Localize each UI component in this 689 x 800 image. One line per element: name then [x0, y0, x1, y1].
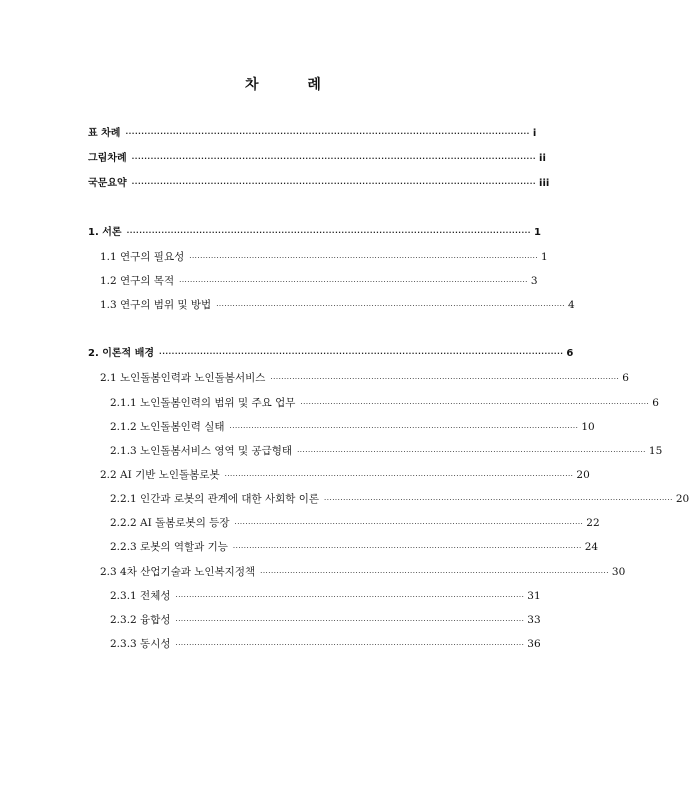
toc-entry-page: 20 [576, 469, 590, 481]
dot-leader: ································································································································ [131, 155, 537, 163]
dot-leader: ································································································································ [260, 569, 609, 577]
toc-entry-label: 1. 서론 [88, 227, 122, 238]
toc-entry-page: 20 [675, 493, 689, 505]
toc-entry-label: 2.3.1 전체성 [110, 590, 171, 602]
dot-leader: ································································································································ [126, 229, 531, 237]
toc-entry-1-1[interactable] [100, 249, 548, 265]
toc-entry-label: 표 차례 [88, 128, 121, 139]
toc-entry-1-3[interactable] [100, 297, 575, 313]
toc-entry-label: 1.1 연구의 필요성 [100, 251, 185, 263]
toc-entry-label: 1.2 연구의 목적 [100, 275, 175, 287]
toc-entry-page: 22 [586, 517, 600, 529]
toc-entry-page: 10 [581, 421, 595, 433]
toc-entry-2-3[interactable] [100, 564, 626, 580]
toc-entry-page: 24 [584, 541, 599, 553]
toc-entry-page: 31 [527, 590, 541, 602]
toc-entry-page: 6 [622, 372, 629, 384]
dot-leader: ································································································································ [125, 130, 530, 138]
toc-entry-page: 6 [566, 348, 574, 359]
toc-entry-label: 2.1 노인돌봄인력과 노인돌봄서비스 [100, 372, 266, 384]
dot-leader: ································································································································ [175, 617, 525, 625]
toc-entry-label: 2.3.2 융합성 [110, 614, 171, 626]
toc-entry-2-2[interactable] [100, 467, 590, 483]
dot-leader: ································································································································ [324, 496, 673, 504]
dot-leader: ································································································································ [216, 302, 566, 310]
toc-entry-2-1-3[interactable] [110, 443, 663, 459]
toc-entry-page: 4 [568, 299, 575, 311]
dot-leader: ································································································································ [234, 520, 584, 528]
toc-entry-page: 30 [611, 566, 626, 578]
toc-entry-2-3-3[interactable] [110, 636, 541, 652]
toc-entry-label: 2.2 AI 기반 노인돌봄로봇 [100, 469, 220, 481]
toc-entry-label: 2.3.3 동시성 [110, 638, 171, 650]
toc-entry-list-of-figures[interactable] [88, 151, 546, 167]
toc-entry-2-1[interactable] [100, 370, 629, 386]
toc-entry-page: 6 [652, 397, 659, 409]
toc-entry-2-1-2[interactable] [110, 419, 595, 435]
toc-entry-label: 2.1.3 노인돌봄서비스 영역 및 공급형태 [110, 445, 293, 457]
dot-leader: ································································································································ [131, 180, 537, 188]
toc-entry-chapter-2[interactable] [88, 346, 574, 362]
toc-entry-label: 2.3 4차 산업기술과 노인복지정책 [100, 566, 256, 578]
toc-entry-2-2-1[interactable] [110, 491, 689, 507]
toc-entry-korean-abstract[interactable] [88, 176, 550, 192]
toc-entry-label: 2.2.2 AI 돌봄로봇의 등장 [110, 517, 230, 529]
toc-entry-label: 2.2.3 로봇의 역할과 기능 [110, 541, 228, 553]
toc-entry-chapter-1[interactable] [88, 225, 541, 241]
dot-leader: ································································································································ [297, 448, 646, 456]
toc-entry-label: 국문요약 [88, 178, 127, 189]
toc-entry-page: 36 [527, 638, 541, 650]
dot-leader: ································································································································ [189, 254, 539, 262]
dot-leader: ································································································································ [179, 278, 528, 286]
toc-entry-2-2-2[interactable] [110, 515, 600, 531]
toc-entry-page: 3 [530, 275, 538, 287]
toc-entry-1-2[interactable] [100, 273, 538, 289]
toc-entry-label: 그림차례 [88, 153, 127, 164]
toc-entry-2-3-2[interactable] [110, 612, 541, 628]
dot-leader: ································································································································ [159, 350, 564, 358]
toc-entry-label: 2.1.2 노인돌봄인력 실태 [110, 421, 225, 433]
toc-entry-page: 15 [648, 445, 663, 457]
toc-entry-label: 2.2.1 인간과 로봇의 관계에 대한 사회학 이론 [110, 493, 320, 505]
toc-entry-2-1-1[interactable] [110, 395, 659, 411]
toc-entry-page: 1 [541, 251, 548, 263]
toc-entry-page: ii [539, 153, 546, 164]
dot-leader: ································································································································ [270, 375, 620, 383]
dot-leader: ································································································································ [175, 593, 525, 601]
toc-entry-page: 1 [533, 227, 541, 238]
dot-leader: ································································································································ [232, 544, 582, 552]
dot-leader: ································································································································ [175, 641, 525, 649]
toc-entry-2-3-1[interactable] [110, 588, 541, 604]
toc-entry-page: 33 [527, 614, 541, 626]
toc-entry-page: iii [539, 178, 550, 189]
toc-entry-label: 2.1.1 노인돌봄인력의 범위 및 주요 업무 [110, 397, 296, 409]
dot-leader: ································································································································ [229, 424, 579, 432]
toc-entry-label: 1.3 연구의 범위 및 방법 [100, 299, 212, 311]
toc-entry-page: i [532, 128, 537, 139]
toc-entry-label: 2. 이론적 배경 [88, 348, 155, 359]
dot-leader: ································································································································ [300, 400, 650, 408]
dot-leader: ································································································································ [224, 472, 574, 480]
page-title: 차 례 [245, 77, 343, 93]
toc-entry-list-of-tables[interactable] [88, 126, 537, 142]
toc-entry-2-2-3[interactable] [110, 539, 599, 555]
